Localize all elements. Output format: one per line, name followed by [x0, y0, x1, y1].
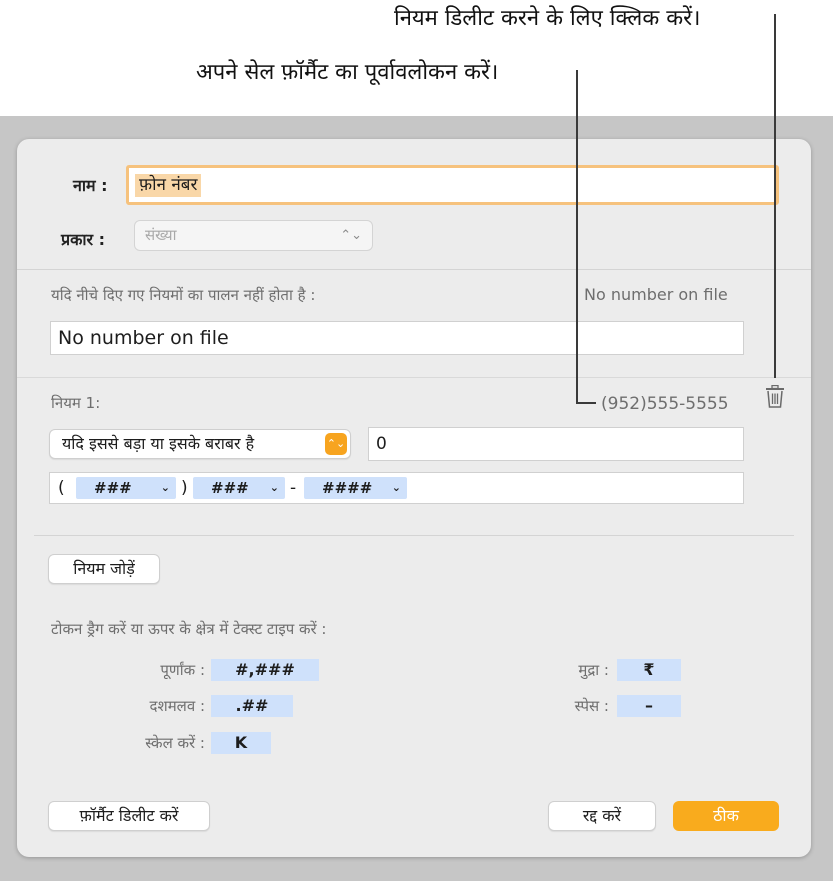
chevron-up-down-icon: ⌃⌄: [340, 228, 362, 243]
decimal-label: दशमलव :: [149, 697, 205, 715]
fallback-text-field[interactable]: [50, 321, 744, 355]
digits-token-2[interactable]: [193, 477, 285, 499]
name-label: नाम :: [73, 176, 108, 195]
token-close-paren: ): [181, 478, 188, 498]
digits-token-1[interactable]: [76, 477, 176, 499]
currency-token[interactable]: ₹: [617, 659, 681, 681]
divider-top: [17, 269, 811, 270]
format-token-field[interactable]: [49, 472, 744, 504]
scale-label: स्केल करें :: [145, 734, 205, 752]
digits-token-3-label: ####: [322, 479, 373, 497]
chevron-down-icon: ⌄: [269, 481, 279, 494]
fallback-preview: No number on file: [584, 285, 728, 304]
token-open-paren: (: [58, 478, 65, 498]
rule-value-field[interactable]: [368, 427, 744, 461]
callout-preview-format: अपने सेल फ़ॉर्मैट का पूर्वावलोकन करें।: [196, 60, 499, 85]
chevron-down-icon: ⌄: [160, 481, 170, 494]
integer-label: पूर्णांक :: [160, 661, 205, 679]
delete-format-button[interactable]: फ़ॉर्मैट डिलीट करें: [48, 801, 210, 831]
digits-token-3[interactable]: [304, 477, 407, 499]
preview-callout-leader: [576, 70, 578, 404]
chevron-down-icon: ⌄: [391, 481, 401, 494]
divider-rule: [17, 377, 811, 378]
add-rule-button[interactable]: नियम जोड़ें: [48, 554, 160, 584]
token-dash: -: [290, 478, 297, 498]
preview-callout-leader-tick: [576, 402, 596, 404]
scale-token[interactable]: K: [211, 732, 271, 754]
digits-token-1-label: ###: [94, 479, 132, 497]
name-value: फ़ोन नंबर: [135, 174, 201, 197]
ok-button[interactable]: ठीक: [673, 801, 779, 831]
integer-token[interactable]: #,###: [211, 659, 319, 681]
rule-label: नियम 1:: [51, 394, 101, 412]
type-value: संख्या: [145, 226, 177, 244]
rule-preview: (952)555-5555: [601, 394, 729, 414]
rule-condition-popup[interactable]: [49, 429, 351, 459]
fallback-label: यदि नीचे दिए गए नियमों का पालन नहीं होता है :: [51, 286, 316, 304]
type-popup[interactable]: [134, 220, 373, 251]
cancel-button[interactable]: रद्द करें: [548, 801, 656, 831]
name-field[interactable]: [126, 165, 779, 205]
space-label: स्पेस :: [574, 697, 609, 715]
trash-icon[interactable]: [765, 385, 785, 409]
custom-format-dialog: [17, 139, 811, 857]
digits-token-2-label: ###: [211, 479, 249, 497]
tokens-hint: टोकन ड्रैग करें या ऊपर के क्षेत्र में टेक्स्ट टाइप करें :: [51, 620, 327, 638]
type-label: प्रकार :: [61, 230, 106, 249]
rule-condition: यदि इससे बड़ा या इसके बराबर है: [62, 434, 255, 453]
divider-rules-end: [34, 535, 794, 536]
delete-callout-leader: [774, 14, 776, 378]
chevron-up-down-icon: ⌃⌄: [325, 433, 347, 455]
rule-value: 0: [376, 434, 387, 454]
decimal-token[interactable]: .##: [211, 695, 293, 717]
fallback-value: No number on file: [58, 327, 229, 349]
space-token[interactable]: –: [617, 695, 681, 717]
callout-delete-rule: नियम डिलीट करने के लिए क्लिक करें।: [394, 6, 701, 31]
currency-label: मुद्रा :: [578, 661, 609, 679]
